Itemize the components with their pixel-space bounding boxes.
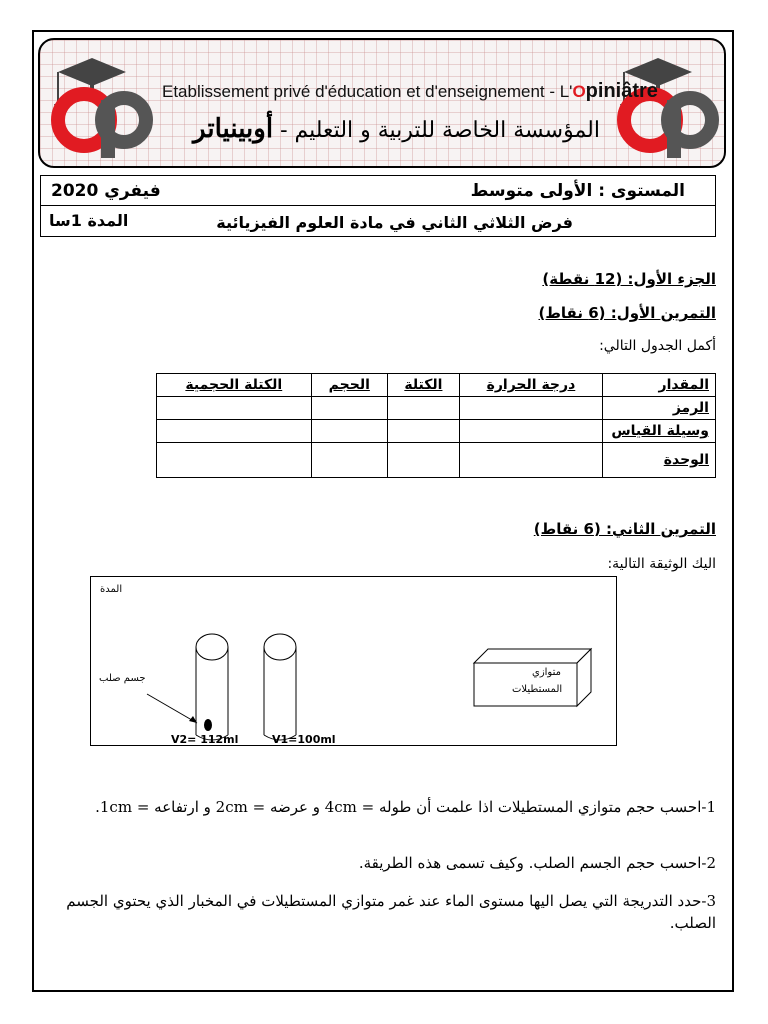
school-logo-right (610, 50, 720, 160)
solid-label: جسم صلب (99, 673, 146, 684)
table-header: درجة الحرارة (459, 374, 602, 397)
school-logo-left (44, 50, 154, 160)
box-label-line2: المستطيلات (512, 684, 563, 695)
table-cell[interactable] (311, 397, 387, 420)
table-header: المقدار (603, 374, 716, 397)
table-cell[interactable] (459, 443, 602, 478)
row-label: وسيلة القياس (603, 420, 716, 443)
table-header-row (157, 374, 716, 397)
table-cell[interactable] (387, 443, 459, 478)
table-row (157, 420, 716, 443)
exercise1-title: التمرين الأول: (6 نقاط) (538, 304, 716, 322)
solid-arrow (147, 694, 197, 723)
box-label-line1: متوازي (532, 667, 561, 678)
experiment-drawing (91, 577, 618, 747)
table-cell[interactable] (459, 420, 602, 443)
graduated-cylinder-water (264, 634, 296, 740)
part1-title: الجزء الأول: (12 نقطة) (542, 270, 716, 288)
table-row (157, 397, 716, 420)
solid-body (204, 719, 212, 731)
table-cell[interactable] (387, 397, 459, 420)
figure-corner-label: المدة (100, 584, 123, 595)
question-2: 2-احسب حجم الجسم الصلب. وكيف تسمى هذه الطريقة. (358, 854, 716, 872)
banner-french-name: Etablissement privé d'éducation et d'enseignement - L'Opiniâtre (162, 80, 658, 102)
exam-info-box (40, 175, 716, 237)
v2-label: V2= 112ml (171, 733, 239, 746)
exercise2-title: التمرين الثاني: (6 نقاط) (533, 520, 716, 538)
level-label: المستوى : الأولى متوسط (470, 180, 685, 201)
row-label: الوحدة (603, 443, 716, 478)
exam-title: فرض الثلاثي الثاني في مادة العلوم الفيزيائية (216, 212, 573, 232)
table-cell[interactable] (157, 443, 312, 478)
school-banner (38, 38, 726, 168)
table-cell[interactable] (387, 420, 459, 443)
table-row (157, 443, 716, 478)
experiment-figure (90, 576, 617, 746)
graduated-cylinder-with-solid (196, 634, 228, 740)
exercise2-instruction: اليك الوثيقة التالية: (607, 556, 716, 572)
table-cell[interactable] (157, 420, 312, 443)
table-header: الكتلة الحجمية (157, 374, 312, 397)
banner-arabic-name: المؤسسة الخاصة للتربية و التعليم - أوبينياتر (193, 114, 600, 144)
table-cell[interactable] (311, 443, 387, 478)
table-cell[interactable] (459, 397, 602, 420)
info-row-title (41, 207, 715, 237)
exercise1-instruction: أكمل الجدول التالي: (599, 338, 716, 354)
physical-quantities-table (156, 373, 716, 478)
exam-duration: المدة 1سا (49, 211, 129, 230)
question-3: 3-حدد التدريجة التي يصل اليها مستوى الماء عند غمر متوازي المستطيلات في المخبار الذي يحتوي الجسم الصلب. (66, 892, 716, 932)
table-header: الحجم (311, 374, 387, 397)
exam-date: فيفري 2020 (51, 180, 161, 201)
v1-label: V1=100ml (272, 733, 336, 746)
table-cell[interactable] (157, 397, 312, 420)
row-label: الرمز (603, 397, 716, 420)
table-cell[interactable] (311, 420, 387, 443)
info-row-level (41, 176, 715, 206)
question-1: 1-احسب حجم متوازي المستطيلات اذا علمت أن طوله = 4cm و عرضه = 2cm و ارتفاعه = 1cm. (95, 798, 716, 816)
table-header: الكتلة (387, 374, 459, 397)
